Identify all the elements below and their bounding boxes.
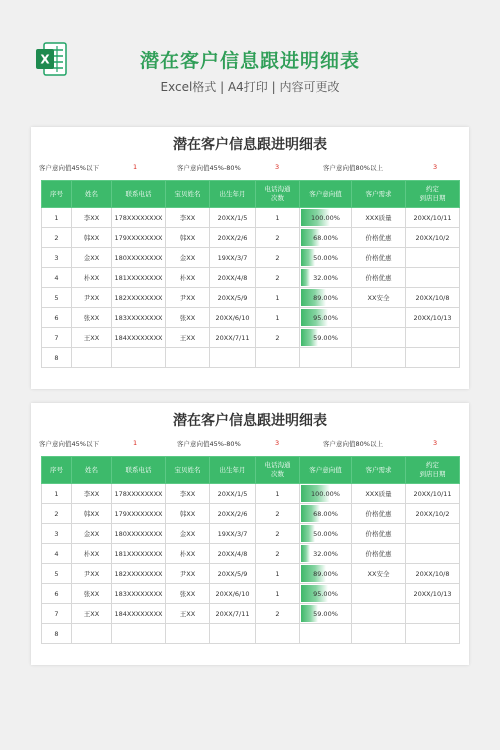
cell-name[interactable]: 张XX <box>72 584 112 604</box>
cell-date[interactable]: 20XX/10/11 <box>406 484 460 504</box>
cell-no[interactable]: 2 <box>42 504 72 524</box>
cell-phone[interactable]: 183XXXXXXXX <box>112 584 166 604</box>
cell-intent[interactable] <box>300 228 352 248</box>
intent-value: 95.00% <box>313 589 338 598</box>
summary-label: 客户意向值45%以下 <box>39 440 99 448</box>
summary-value: 3 <box>275 163 280 171</box>
cell-baby[interactable] <box>166 624 210 644</box>
intent-bar <box>301 269 310 286</box>
cell-birth[interactable]: 20XX/4/8 <box>210 544 256 564</box>
column-header[interactable]: 客户意向值 <box>300 457 352 484</box>
cell-name[interactable]: 尹XX <box>72 564 112 584</box>
cell-birth[interactable]: 20XX/2/6 <box>210 228 256 248</box>
sheet-preview <box>31 403 469 665</box>
intent-value: 50.00% <box>313 253 338 262</box>
column-header[interactable]: 宝贝姓名 <box>166 457 210 484</box>
intent-value: 100.00% <box>311 489 340 498</box>
cell-intent[interactable] <box>300 484 352 504</box>
table-row <box>42 504 460 524</box>
cell-date[interactable]: 20XX/10/2 <box>406 504 460 524</box>
cell-baby[interactable]: 张XX <box>166 584 210 604</box>
cell-date[interactable]: 20XX/10/8 <box>406 288 460 308</box>
cell-phone[interactable]: 181XXXXXXXX <box>112 268 166 288</box>
cell-need[interactable] <box>352 604 406 624</box>
cell-need[interactable]: XXX质量 <box>352 208 406 228</box>
cell-name[interactable]: 朴XX <box>72 544 112 564</box>
cell-baby[interactable]: 金XX <box>166 524 210 544</box>
cell-birth[interactable]: 20XX/1/5 <box>210 208 256 228</box>
cell-no[interactable]: 8 <box>42 624 72 644</box>
cell-birth[interactable]: 19XX/3/7 <box>210 248 256 268</box>
cell-birth[interactable]: 20XX/6/10 <box>210 584 256 604</box>
cell-need[interactable]: XX安全 <box>352 288 406 308</box>
cell-intent[interactable] <box>300 584 352 604</box>
cell-need[interactable] <box>352 624 406 644</box>
intent-value: 59.00% <box>313 609 338 618</box>
table-row <box>42 624 460 644</box>
cell-intent[interactable] <box>300 524 352 544</box>
cell-phone[interactable]: 182XXXXXXXX <box>112 564 166 584</box>
cell-calls[interactable]: 1 <box>256 584 300 604</box>
cell-name[interactable]: 尹XX <box>72 288 112 308</box>
cell-baby[interactable]: 张XX <box>166 308 210 328</box>
column-header[interactable]: 序号 <box>42 181 72 208</box>
cell-birth[interactable]: 20XX/7/11 <box>210 328 256 348</box>
cell-birth[interactable] <box>210 624 256 644</box>
column-header[interactable]: 出生年月 <box>210 181 256 208</box>
summary-label: 客户意向值80%以上 <box>323 440 383 448</box>
cell-birth[interactable]: 20XX/6/10 <box>210 308 256 328</box>
table-row <box>42 308 460 328</box>
cell-phone[interactable]: 180XXXXXXXX <box>112 524 166 544</box>
cell-name[interactable]: 张XX <box>72 308 112 328</box>
cell-intent[interactable] <box>300 328 352 348</box>
intent-value: 59.00% <box>313 333 338 342</box>
table-header-row <box>42 457 460 484</box>
cell-baby[interactable]: 朴XX <box>166 268 210 288</box>
cell-no[interactable]: 1 <box>42 208 72 228</box>
summary-label: 客户意向值45%-80% <box>177 440 241 448</box>
column-header[interactable]: 联系电话 <box>112 181 166 208</box>
cell-calls[interactable]: 2 <box>256 248 300 268</box>
cell-date[interactable] <box>406 348 460 368</box>
cell-intent[interactable] <box>300 288 352 308</box>
cell-date[interactable] <box>406 328 460 348</box>
column-header[interactable]: 客户需求 <box>352 457 406 484</box>
cell-calls[interactable]: 1 <box>256 288 300 308</box>
cell-date[interactable] <box>406 524 460 544</box>
cell-name[interactable] <box>72 348 112 368</box>
cell-intent[interactable] <box>300 268 352 288</box>
cell-birth[interactable]: 20XX/7/11 <box>210 604 256 624</box>
intent-bar <box>301 545 310 562</box>
cell-intent[interactable] <box>300 564 352 584</box>
cell-phone[interactable]: 179XXXXXXXX <box>112 228 166 248</box>
cell-birth[interactable]: 20XX/2/6 <box>210 504 256 524</box>
intent-value: 68.00% <box>313 509 338 518</box>
cell-need[interactable]: 价格优惠 <box>352 268 406 288</box>
cell-intent[interactable] <box>300 544 352 564</box>
table-row <box>42 564 460 584</box>
cell-baby[interactable]: 李XX <box>166 484 210 504</box>
cell-name[interactable]: 金XX <box>72 248 112 268</box>
summary-value: 1 <box>133 163 138 171</box>
sheet-title: 潜在客户信息跟进明细表 <box>173 137 327 153</box>
cell-need[interactable] <box>352 348 406 368</box>
cell-phone[interactable]: 182XXXXXXXX <box>112 288 166 308</box>
cell-phone[interactable]: 184XXXXXXXX <box>112 328 166 348</box>
cell-no[interactable]: 1 <box>42 484 72 504</box>
column-header[interactable]: 姓名 <box>72 181 112 208</box>
cell-birth[interactable]: 20XX/5/9 <box>210 288 256 308</box>
table-row <box>42 544 460 564</box>
cell-date[interactable] <box>406 604 460 624</box>
table-row <box>42 328 460 348</box>
cell-calls[interactable]: 1 <box>256 564 300 584</box>
sheet-preview <box>31 127 469 389</box>
cell-phone[interactable] <box>112 624 166 644</box>
logo-letter: X <box>40 52 50 67</box>
cell-name[interactable]: 王XX <box>72 604 112 624</box>
cell-calls[interactable]: 2 <box>256 328 300 348</box>
cell-no[interactable]: 7 <box>42 604 72 624</box>
cell-intent[interactable] <box>300 348 352 368</box>
cell-phone[interactable] <box>112 348 166 368</box>
cell-calls[interactable]: 2 <box>256 268 300 288</box>
cell-intent[interactable] <box>300 208 352 228</box>
intent-value: 32.00% <box>313 549 338 558</box>
cell-date[interactable]: 20XX/10/2 <box>406 228 460 248</box>
summary-label: 客户意向值45%以下 <box>39 164 99 172</box>
column-header[interactable]: 序号 <box>42 457 72 484</box>
cell-name[interactable]: 韩XX <box>72 504 112 524</box>
column-header[interactable]: 电话沟通 次数 <box>256 457 300 484</box>
cell-date[interactable] <box>406 544 460 564</box>
cell-birth[interactable] <box>210 348 256 368</box>
table-row <box>42 524 460 544</box>
cell-calls[interactable]: 2 <box>256 504 300 524</box>
cell-need[interactable]: XXX质量 <box>352 484 406 504</box>
cell-calls[interactable]: 2 <box>256 228 300 248</box>
cell-need[interactable]: 价格优惠 <box>352 504 406 524</box>
cell-phone[interactable]: 178XXXXXXXX <box>112 208 166 228</box>
column-header[interactable]: 宝贝姓名 <box>166 181 210 208</box>
intent-value: 89.00% <box>313 293 338 302</box>
summary-value: 1 <box>133 439 138 447</box>
summary-value: 3 <box>433 163 438 171</box>
cell-need[interactable]: 价格优惠 <box>352 228 406 248</box>
sheet-title: 潜在客户信息跟进明细表 <box>173 413 327 429</box>
intent-value: 68.00% <box>313 233 338 242</box>
cell-date[interactable] <box>406 248 460 268</box>
cell-no[interactable]: 7 <box>42 328 72 348</box>
cell-name[interactable]: 金XX <box>72 524 112 544</box>
intent-value: 95.00% <box>313 313 338 322</box>
customer-table <box>41 180 460 368</box>
column-header[interactable]: 出生年月 <box>210 457 256 484</box>
cell-no[interactable]: 4 <box>42 544 72 564</box>
summary-value: 3 <box>275 439 280 447</box>
page-header <box>0 0 500 118</box>
cell-date[interactable] <box>406 268 460 288</box>
summary-value: 3 <box>433 439 438 447</box>
cell-calls[interactable]: 1 <box>256 208 300 228</box>
cell-name[interactable]: 李XX <box>72 484 112 504</box>
cell-baby[interactable]: 尹XX <box>166 288 210 308</box>
cell-phone[interactable]: 184XXXXXXXX <box>112 604 166 624</box>
cell-birth[interactable]: 19XX/3/7 <box>210 524 256 544</box>
summary-label: 客户意向值45%-80% <box>177 164 241 172</box>
cell-need[interactable] <box>352 584 406 604</box>
cell-need[interactable]: 价格优惠 <box>352 544 406 564</box>
table-row <box>42 584 460 604</box>
cell-calls[interactable] <box>256 624 300 644</box>
cell-calls[interactable]: 1 <box>256 308 300 328</box>
cell-no[interactable]: 6 <box>42 308 72 328</box>
column-header[interactable]: 姓名 <box>72 457 112 484</box>
cell-intent[interactable] <box>300 308 352 328</box>
cell-name[interactable]: 韩XX <box>72 228 112 248</box>
cell-intent[interactable] <box>300 504 352 524</box>
page-subtitle: Excel格式 | A4打印 | 内容可更改 <box>160 80 340 94</box>
cell-birth[interactable]: 20XX/1/5 <box>210 484 256 504</box>
table-row <box>42 604 460 624</box>
cell-no[interactable]: 8 <box>42 348 72 368</box>
cell-no[interactable]: 4 <box>42 268 72 288</box>
cell-date[interactable]: 20XX/10/13 <box>406 584 460 604</box>
column-header[interactable]: 约定 到店日期 <box>406 181 460 208</box>
cell-phone[interactable]: 181XXXXXXXX <box>112 544 166 564</box>
intent-value: 89.00% <box>313 569 338 578</box>
column-header[interactable]: 客户意向值 <box>300 181 352 208</box>
cell-intent[interactable] <box>300 604 352 624</box>
cell-need[interactable]: 价格优惠 <box>352 524 406 544</box>
cell-calls[interactable] <box>256 348 300 368</box>
cell-name[interactable]: 朴XX <box>72 268 112 288</box>
table-row <box>42 208 460 228</box>
cell-baby[interactable]: 金XX <box>166 248 210 268</box>
column-header[interactable]: 电话沟通 次数 <box>256 181 300 208</box>
cell-baby[interactable]: 尹XX <box>166 564 210 584</box>
cell-birth[interactable]: 20XX/4/8 <box>210 268 256 288</box>
cell-baby[interactable]: 李XX <box>166 208 210 228</box>
summary-label: 客户意向值80%以上 <box>323 164 383 172</box>
cell-no[interactable]: 3 <box>42 524 72 544</box>
column-header[interactable]: 联系电话 <box>112 457 166 484</box>
cell-date[interactable]: 20XX/10/8 <box>406 564 460 584</box>
cell-calls[interactable]: 2 <box>256 604 300 624</box>
cell-phone[interactable]: 180XXXXXXXX <box>112 248 166 268</box>
table-row <box>42 484 460 504</box>
cell-need[interactable]: XX安全 <box>352 564 406 584</box>
cell-calls[interactable]: 2 <box>256 544 300 564</box>
intent-value: 32.00% <box>313 273 338 282</box>
cell-need[interactable]: 价格优惠 <box>352 248 406 268</box>
table-header-row <box>42 181 460 208</box>
cell-baby[interactable]: 韩XX <box>166 228 210 248</box>
cell-baby[interactable]: 王XX <box>166 328 210 348</box>
cell-calls[interactable]: 2 <box>256 524 300 544</box>
cell-date[interactable]: 20XX/10/13 <box>406 308 460 328</box>
cell-need[interactable] <box>352 328 406 348</box>
table-row <box>42 348 460 368</box>
cell-no[interactable]: 2 <box>42 228 72 248</box>
cell-baby[interactable]: 朴XX <box>166 544 210 564</box>
column-header[interactable]: 约定 到店日期 <box>406 457 460 484</box>
page-title: 潜在客户信息跟进明细表 <box>139 50 360 72</box>
customer-table <box>41 456 460 644</box>
table-row <box>42 228 460 248</box>
table-row <box>42 288 460 308</box>
cell-date[interactable]: 20XX/10/11 <box>406 208 460 228</box>
cell-no[interactable]: 5 <box>42 564 72 584</box>
cell-no[interactable]: 3 <box>42 248 72 268</box>
cell-intent[interactable] <box>300 248 352 268</box>
cell-name[interactable]: 王XX <box>72 328 112 348</box>
cell-phone[interactable]: 178XXXXXXXX <box>112 484 166 504</box>
table-row <box>42 268 460 288</box>
cell-intent[interactable] <box>300 624 352 644</box>
cell-phone[interactable]: 183XXXXXXXX <box>112 308 166 328</box>
column-header[interactable]: 客户需求 <box>352 181 406 208</box>
cell-birth[interactable]: 20XX/5/9 <box>210 564 256 584</box>
intent-value: 100.00% <box>311 213 340 222</box>
cell-name[interactable]: 李XX <box>72 208 112 228</box>
cell-no[interactable]: 5 <box>42 288 72 308</box>
cell-date[interactable] <box>406 624 460 644</box>
cell-need[interactable] <box>352 308 406 328</box>
intent-value: 50.00% <box>313 529 338 538</box>
cell-calls[interactable]: 1 <box>256 484 300 504</box>
cell-no[interactable]: 6 <box>42 584 72 604</box>
cell-baby[interactable]: 韩XX <box>166 504 210 524</box>
cell-baby[interactable] <box>166 348 210 368</box>
cell-baby[interactable]: 王XX <box>166 604 210 624</box>
cell-phone[interactable]: 179XXXXXXXX <box>112 504 166 524</box>
table-row <box>42 248 460 268</box>
cell-name[interactable] <box>72 624 112 644</box>
